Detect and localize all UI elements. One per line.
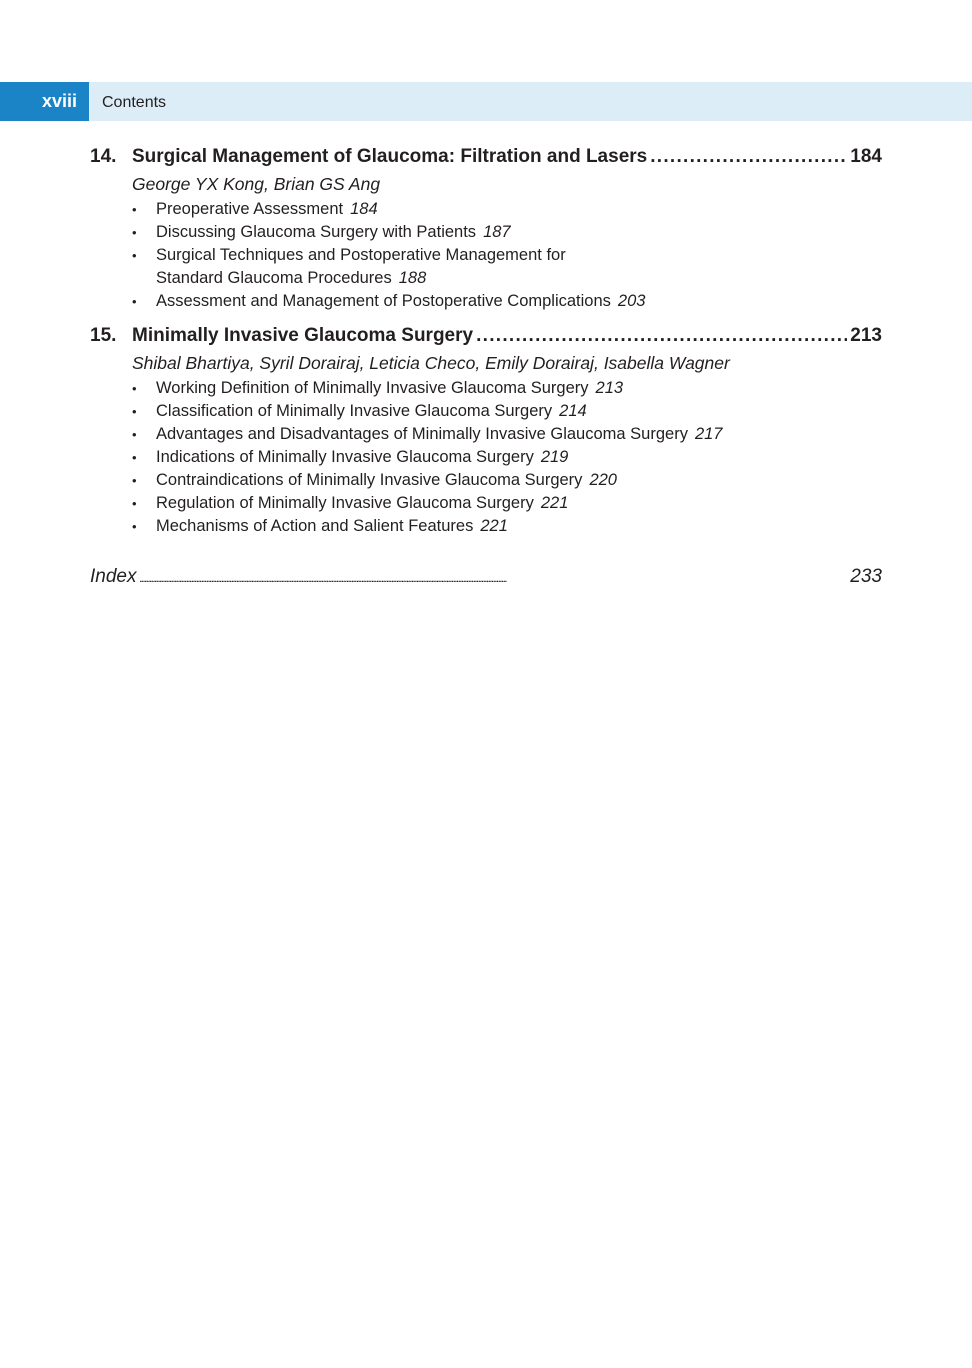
topic-list: [90, 377, 882, 538]
index-page-number: 233: [850, 566, 882, 587]
chapter-heading[interactable]: [90, 322, 882, 350]
topic-page-number: 219: [540, 448, 569, 466]
dot-leader: [650, 143, 847, 171]
topic-page-number: 214: [559, 402, 587, 420]
topic-title: Discussing Glaucoma Surgery with Patients: [156, 223, 477, 241]
topic-page-number: 188: [398, 269, 427, 287]
bullet-icon: •: [132, 496, 137, 511]
index-entry[interactable]: [90, 563, 882, 591]
topic-title: Contraindications of Minimally Invasive Glaucoma Surgery: [156, 471, 583, 489]
topic-item[interactable]: [90, 198, 882, 221]
topic-page-number: 187: [483, 223, 511, 241]
bullet-icon: •: [132, 404, 137, 419]
topic-title-continued: Standard Glaucoma Procedures: [156, 269, 392, 287]
bullet-icon: •: [132, 473, 137, 488]
topic-title: Indications of Minimally Invasive Glaucoma Surgery: [156, 448, 534, 466]
topic-page-number: 203: [617, 292, 646, 310]
topic-title: Advantages and Disadvantages of Minimally Invasive Glaucoma Surgery: [156, 425, 688, 443]
bullet-icon: •: [132, 294, 137, 309]
topic-item[interactable]: [90, 423, 882, 446]
chapter-title: Minimally Invasive Glaucoma Surgery: [132, 325, 474, 346]
topic-title: Regulation of Minimally Invasive Glaucoma Surgery: [156, 494, 534, 512]
chapter-authors: George YX Kong, Brian GS Ang: [132, 174, 381, 194]
topic-title: Classification of Minimally Invasive Glaucoma Surgery: [156, 402, 553, 420]
chapter-entry: [90, 322, 882, 538]
dot-leader: [139, 563, 847, 592]
topic-page-number: 184: [350, 200, 378, 218]
chapter-page-number: 184: [850, 146, 882, 167]
topic-title: Preoperative Assessment: [156, 200, 344, 218]
topic-item[interactable]: [90, 290, 882, 313]
topic-item[interactable]: [90, 492, 882, 515]
topic-page-number: 221: [480, 517, 508, 535]
topic-page-number: 220: [589, 471, 617, 489]
chapter-title: Surgical Management of Glaucoma: Filtration and Lasers: [132, 146, 648, 167]
running-head-title: Contents: [102, 94, 167, 111]
topic-page-number: 221: [540, 494, 569, 512]
chapter-heading[interactable]: [90, 143, 882, 171]
topic-title: Mechanisms of Action and Salient Features: [156, 517, 474, 535]
topic-item[interactable]: [90, 377, 882, 400]
bullet-icon: •: [132, 381, 137, 396]
bullet-icon: •: [132, 248, 137, 263]
chapter-page-number: 213: [850, 325, 882, 346]
topic-item[interactable]: [90, 469, 882, 492]
topic-item[interactable]: [90, 515, 882, 538]
index-label: Index: [90, 566, 137, 587]
topic-item[interactable]: [90, 400, 882, 423]
chapter-authors: Shibal Bhartiya, Syril Dorairaj, Leticia Checo, Emily Dorairaj, Isabella Wagner: [132, 353, 730, 373]
topic-page-number: 213: [595, 379, 624, 397]
table-of-contents: [90, 143, 882, 591]
running-header: [0, 82, 972, 121]
bullet-icon: •: [132, 202, 137, 217]
bullet-icon: •: [132, 519, 137, 534]
topic-page-number: 217: [694, 425, 723, 443]
topic-title: Working Definition of Minimally Invasive Glaucoma Surgery: [156, 379, 589, 397]
topic-title: Surgical Techniques and Postoperative Management for: [156, 246, 566, 264]
topic-item[interactable]: [90, 244, 882, 290]
topic-item[interactable]: [90, 221, 882, 244]
chapter-number: 15.: [90, 325, 117, 346]
chapter-number: 14.: [90, 146, 117, 167]
topic-list: [90, 198, 882, 313]
topic-item[interactable]: [90, 446, 882, 469]
bullet-icon: •: [132, 450, 137, 465]
chapter-entry: [90, 143, 882, 313]
dot-leader: [476, 322, 847, 350]
bullet-icon: •: [132, 225, 137, 240]
bullet-icon: •: [132, 427, 137, 442]
topic-title: Assessment and Management of Postoperative Complications: [156, 292, 611, 310]
page-number: xviii: [0, 82, 89, 121]
